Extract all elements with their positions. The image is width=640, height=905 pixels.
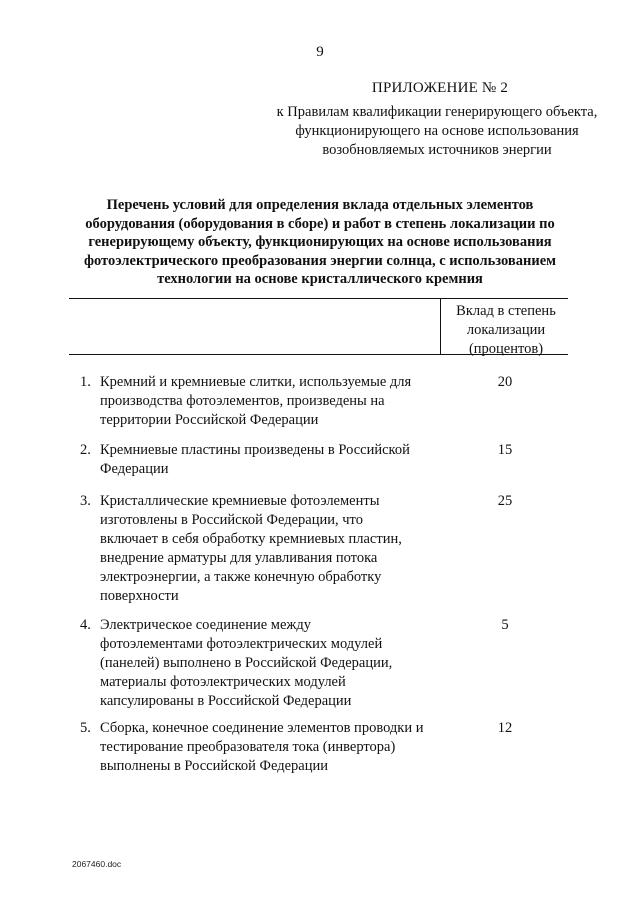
- row-contribution-value: 15: [497, 442, 513, 458]
- row-contribution-value: 12: [497, 720, 513, 736]
- table-top-rule: [69, 298, 568, 299]
- page-number: 9: [316, 44, 324, 60]
- row-condition-text: Электрическое соединение между фотоэлементами фотоэлектрических модулей (панелей) выполнено в Российской Федерации, материалы фотоэлектрических модулей капсулированы в Российской Федерации: [100, 617, 393, 709]
- appendix-title: ПРИЛОЖЕНИЕ № 2: [371, 80, 509, 96]
- row-contribution-value: 5: [501, 617, 509, 633]
- row-condition-text: Кремний и кремниевые слитки, используемые для производства фотоэлементов, произведены на территории Российской Федерации: [100, 374, 412, 428]
- row-number: 5.: [80, 720, 91, 736]
- table-header-rule: [69, 354, 568, 355]
- row-condition-text: Сборка, конечное соединение элементов проводки и тестирование преобразователя тока (инвертора) выполнены в Российской Федерации: [100, 720, 424, 774]
- column-header-contribution: Вклад в степень локализации (процентов): [456, 303, 556, 357]
- row-number: 2.: [80, 442, 91, 458]
- row-number: 1.: [80, 374, 91, 390]
- appendix-subtitle: к Правилам квалификации генерирующего объекта, функционирующего на основе использования возобновляемых источников энергии: [276, 104, 598, 158]
- footer-document-code: 2067460.doc: [72, 859, 122, 869]
- row-contribution-value: 25: [497, 493, 513, 509]
- table-column-divider: [440, 298, 441, 354]
- row-condition-text: Кремниевые пластины произведены в Российской Федерации: [100, 442, 410, 477]
- row-number: 3.: [80, 493, 91, 509]
- row-number: 4.: [80, 617, 91, 633]
- row-contribution-value: 20: [497, 374, 513, 390]
- row-condition-text: Кристаллические кремниевые фотоэлементы изготовлены в Российской Федерации, что включает в себя обработку кремниевых пластин, внедрение арматуры для улавливания потока электроэнергии, а также конечную обработку поверхности: [100, 493, 402, 604]
- document-title: Перечень условий для определения вклада отдельных элементов оборудования (оборудования в сборе) и работ в степень локализации по генерирующему объекту, функционирующих на основе использования фотоэлектрического преобразования энергии солнца, с использованием технологии на основе кристаллического кремния: [83, 197, 557, 287]
